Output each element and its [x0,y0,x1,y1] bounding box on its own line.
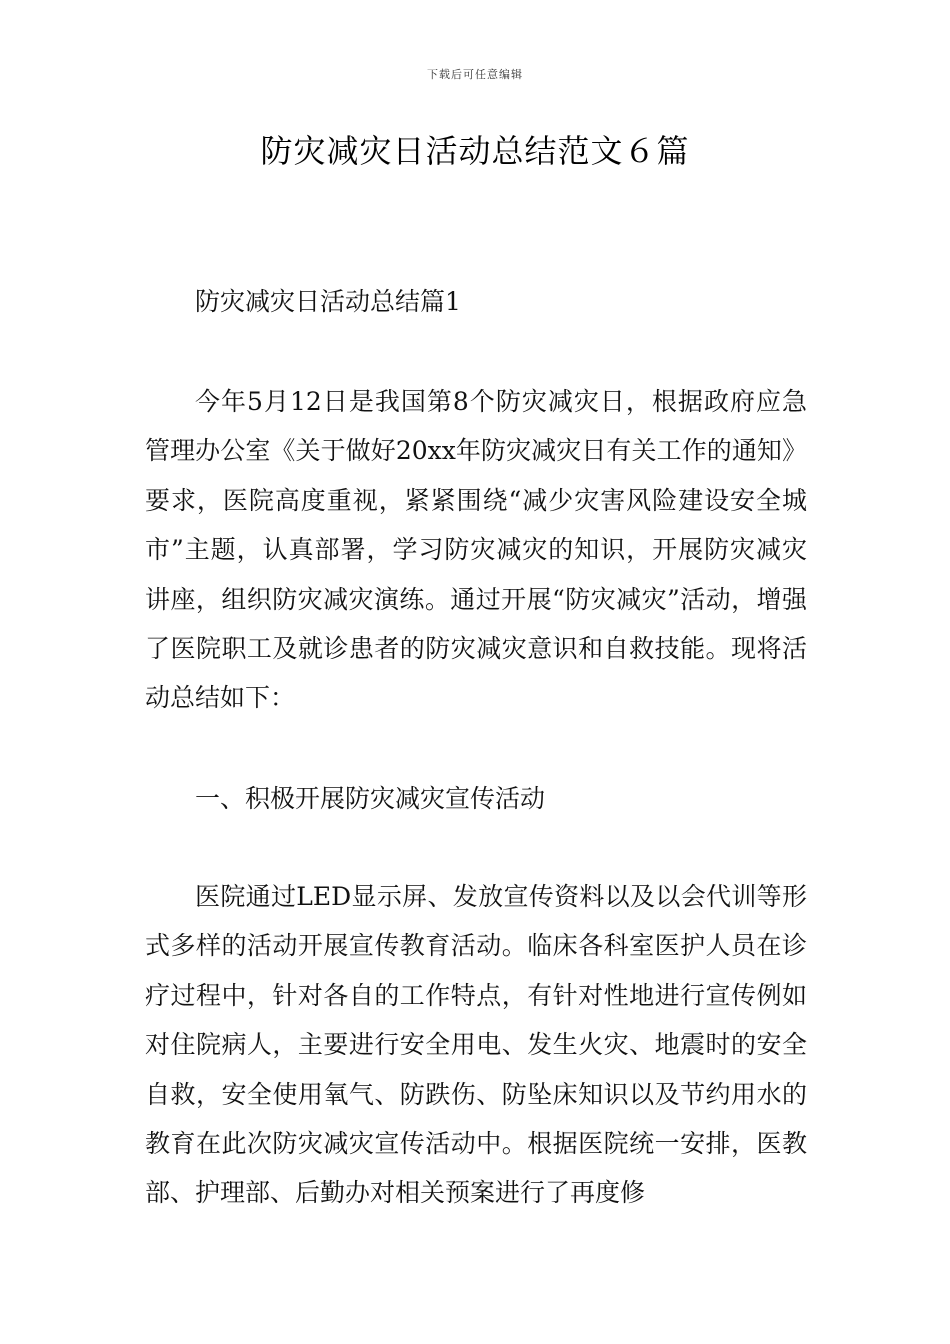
heading-publicity: 一、积极开展防灾减灾宣传活动 [195,784,546,813]
section-title: 防灾减灾日活动总结篇1 [195,287,461,316]
paragraph-intro: 今年5月12日是我国第8个防灾减灾日，根据政府应急管理办公室《关于做好20xx年防灾减灾日有关工作的通知》要求，医院高度重视，紧紧围绕“减少灾害风险建设安全城市”主题，认真部署，学习防灾减灾的知识，开展防灾减灾讲座，组织防灾减灾演练。通过开展“防灾减灾”活动，增强了医院职工及就诊患者的防灾减灾意识和自救技能。现将活动总结如下： [145,387,807,713]
document-title: 防灾减灾日活动总结范文６篇 [260,132,690,170]
header-note: 下载后可任意编辑 [427,68,523,81]
paragraph-publicity: 医院通过LED显示屏、发放宣传资料以及以会代训等形式多样的活动开展宣传教育活动。临床各科室医护人员在诊疗过程中，针对各自的工作特点，有针对性地进行宣传例如对住院病人，主要进行安全用电、发生火灾、地震时的安全自救，安全使用氧气、防跌伤、防坠床知识以及节约用水的教育在此次防灾减灾宣传活动中。根据医院统一安排，医教部、护理部、后勤办对相关预案进行了再度修 [145,882,807,1208]
